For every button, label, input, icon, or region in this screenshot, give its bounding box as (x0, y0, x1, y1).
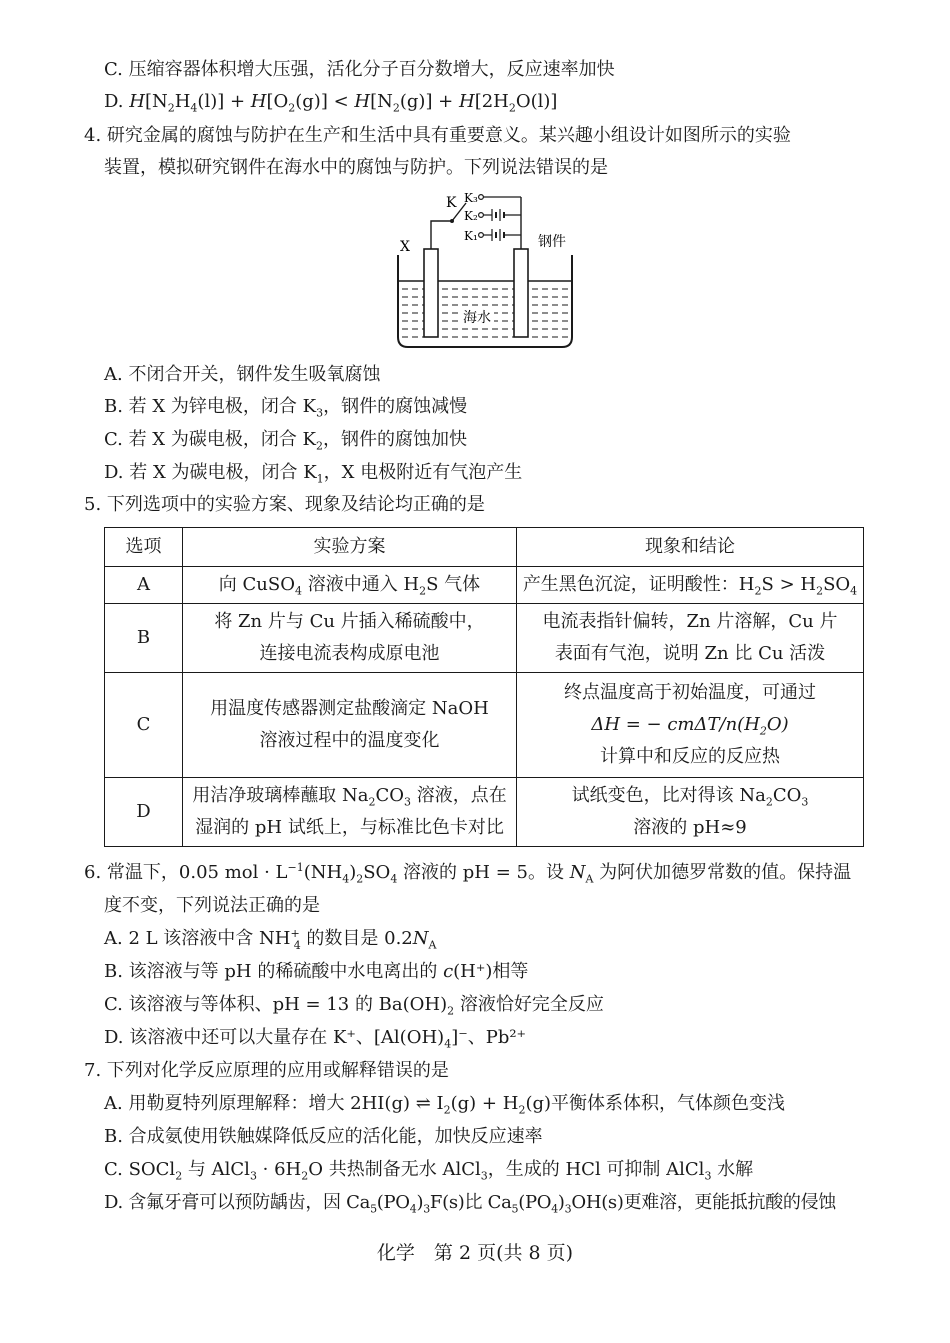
table-row (105, 604, 864, 673)
header-plan: 实验方案 (183, 528, 517, 567)
row-a-result: 产生黑色沉淀，证明酸性：$H_2S > H_2SO_4$ (517, 567, 864, 604)
k2-label: K₂ (464, 209, 478, 223)
q6-option-d: D. 该溶液中还可以大量存在 K⁺、$[Al(OH)_4]^-$、Pb²⁺ (104, 1027, 527, 1051)
q6-stem-line1: 6. 常温下，0.05 mol · $L^{-1}(NH_4)_2SO_4$ 溶液的 pH = 5。设 $N_A$ 为阿伏加德罗常数的值。保持温 (84, 861, 852, 886)
q7-option-b: B. 合成氨使用铁触媒降低反应的活化能，加快反应速率 (104, 1126, 543, 1147)
row-d-plan: 用洁净玻璃棒蘸取 $Na_2CO_3$ 溶液，点在 湿润的 pH 试纸上，与标准比色卡对比 (183, 778, 517, 847)
seawater-label: 海水 (463, 310, 491, 326)
table-row (105, 778, 864, 847)
q4-option-d: D. 若 X 为碳电极，闭合 $K_1$，X 电极附近有气泡产生 (104, 462, 523, 486)
switch-k-label: K (446, 195, 457, 211)
q4-option-c: C. 若 X 为碳电极，闭合 $K_2$，钢件的腐蚀加快 (104, 429, 468, 453)
q3-option-d: D. $H[N_2H_4(l)] + H[O_2(g)] < H[N_2(g)] + H[2H_2O(l)]$ (104, 91, 558, 115)
row-d-option: D (105, 778, 183, 847)
q7-option-d: D. 含氟牙膏可以预防龋齿，因 $Ca_5(PO_4)_3F(s)$比 $Ca_5(PO_4)_3OH(s)$更难溶，更能抵抗酸的侵蚀 (104, 1192, 836, 1216)
q7-option-a: A. 用勒夏特列原理解释：增大 2HI(g) ⇌ $I_2(g) + H_2(g)$平衡体系体积，气体颜色变浅 (104, 1093, 786, 1117)
header-option: 选项 (105, 528, 183, 567)
x-label: X (400, 239, 410, 255)
row-b-plan: 将 Zn 片与 Cu 片插入稀硫酸中， 连接电流表构成原电池 (183, 604, 517, 673)
q6-stem-line2: 度不变，下列说法正确的是 (104, 895, 320, 916)
q4-option-a: A. 不闭合开关，钢件发生吸氧腐蚀 (104, 364, 381, 385)
q7-stem: 7. 下列对化学反应原理的应用或解释错误的是 (84, 1060, 449, 1081)
q3-option-c: C. 压缩容器体积增大压强，活化分子百分数增大，反应速率加快 (104, 59, 615, 80)
corrosion-apparatus-diagram (380, 185, 580, 357)
k1-label: K₁ (464, 229, 478, 243)
q4-option-b: B. 若 X 为锌电极，闭合 $K_3$，钢件的腐蚀减慢 (104, 396, 468, 420)
row-c-option: C (105, 673, 183, 778)
row-a-option: A (105, 567, 183, 604)
row-b-option: B (105, 604, 183, 673)
row-c-plan: 用温度传感器测定盐酸滴定 NaOH 溶液过程中的温度变化 (183, 673, 517, 778)
row-a-plan: 向 CuSO$_4$ 溶液中通入 $H_2S$ 气体 (183, 567, 517, 604)
k3-label: K₃ (464, 191, 478, 205)
q6-option-b: B. 该溶液与等 pH 的稀硫酸中水电离出的 c(H⁺)相等 (104, 961, 529, 982)
table-row (105, 567, 864, 604)
page-footer: 化学 第 2 页(共 8 页) (376, 1242, 574, 1264)
header-result: 现象和结论 (517, 528, 864, 567)
q5-table (104, 527, 864, 847)
steel-electrode (514, 249, 528, 337)
row-c-result: 终点温度高于初始温度，可通过 ΔH = − cmΔT/$n(H_2O)$ 计算中和反应的反应热 (517, 673, 864, 778)
q6-option-a: A. 2 L 该溶液中含 $NH^+_4$ 的数目是 $0.2N_A$ (104, 927, 437, 952)
q6-option-c: C. 该溶液与等体积、pH = 13 的 $Ba(OH)_2$ 溶液恰好完全反应 (104, 994, 604, 1018)
row-b-result: 电流表指针偏转，Zn 片溶解，Cu 片 表面有气泡，说明 Zn 比 Cu 活泼 (517, 604, 864, 673)
q4-stem-line1: 4. 研究金属的腐蚀与防护在生产和生活中具有重要意义。某兴趣小组设计如图所示的实验 (84, 125, 791, 146)
q4-stem-line2: 装置，模拟研究钢件在海水中的腐蚀与防护。下列说法错误的是 (104, 157, 608, 178)
q7-option-c: C. SOCl$_2$ 与 AlCl$_3$ · $6H_2O$ 共热制备无水 AlCl$_3$，生成的 HCl 可抑制 AlCl$_3$ 水解 (104, 1159, 754, 1183)
table-row (105, 673, 864, 778)
steel-label: 钢件 (538, 234, 566, 250)
x-electrode (424, 249, 438, 337)
table-header-row (105, 528, 864, 567)
row-d-result: 试纸变色，比对得该 $Na_2CO_3$ 溶液的 pH≈9 (517, 778, 864, 847)
q5-stem: 5. 下列选项中的实验方案、现象及结论均正确的是 (84, 494, 485, 515)
